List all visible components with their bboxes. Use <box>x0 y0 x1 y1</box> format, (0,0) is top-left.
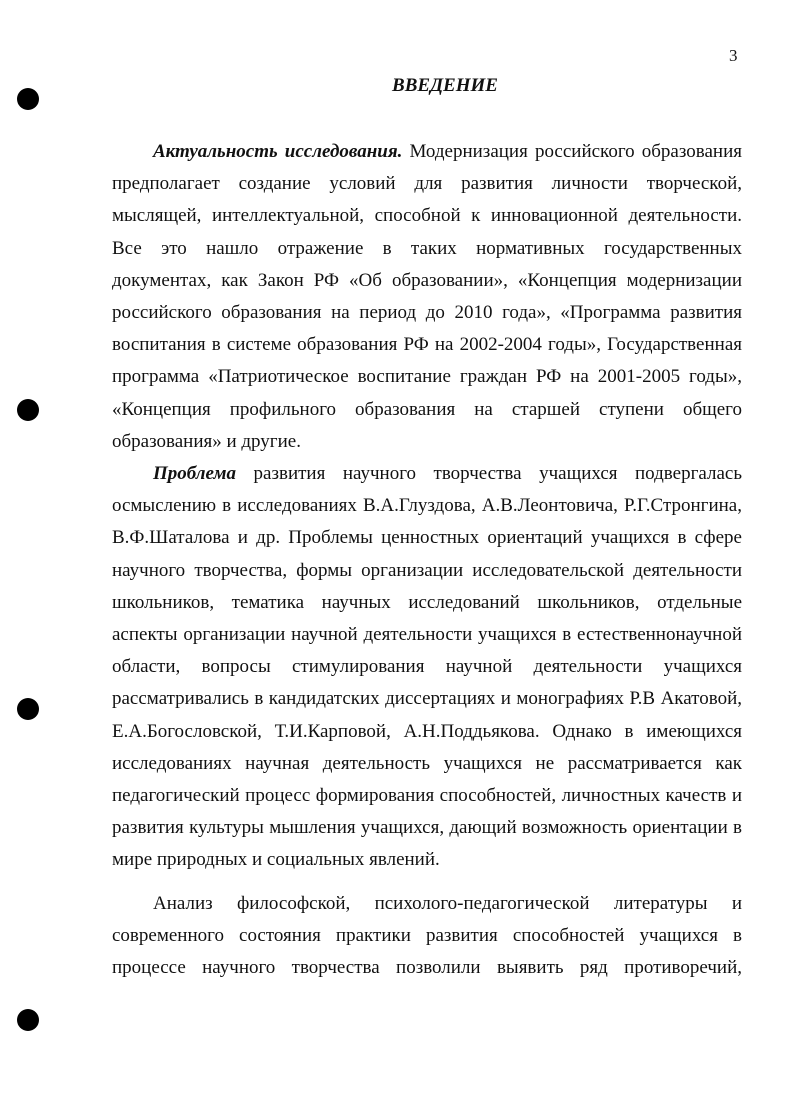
paragraph-analysis <box>112 888 742 985</box>
page-number: 3 <box>729 46 738 65</box>
text-line: воспитания в системе образования РФ на 2002-2004 годы», Государственная <box>112 334 742 356</box>
paragraph-lead: Актуальность исследования. <box>153 141 403 162</box>
text-line: педагогический процесс формирования способностей, личностных качеств и <box>112 784 742 806</box>
binder-hole-2 <box>17 399 39 421</box>
text-line: исследованиях научная деятельность учащихся не рассматривается как <box>112 752 742 774</box>
text-line: образования» и другие. <box>112 430 301 452</box>
text-line: Е.А.Богословской, Т.И.Карповой, А.Н.Поддьякова. Однако в имеющихся <box>112 720 742 742</box>
text-line: научного творчества, формы организации исследовательской деятельности <box>112 559 742 581</box>
text-line: Проблема развития научного творчества учащихся подвергалась <box>153 463 742 484</box>
text-line: предполагает создание условий для развития личности творческой, <box>112 173 742 195</box>
text-line: рассматривались в кандидатских диссертациях и монографиях Р.В Акатовой, <box>112 688 742 710</box>
text-line: аспекты организации научной деятельности учащихся в естественнонаучной <box>112 623 742 645</box>
text-line: Актуальность исследования. Модернизация российского образования <box>153 141 742 162</box>
text-line: области, вопросы стимулирования научной деятельности учащихся <box>112 656 742 678</box>
text-line: мире природных и социальных явлений. <box>112 849 440 871</box>
text-line: В.Ф.Шаталова и др. Проблемы ценностных ориентаций учащихся в сфере <box>112 527 742 549</box>
text-line: российского образования на период до 2010 года», «Программа развития <box>112 301 742 323</box>
text-line: школьников, тематика научных исследований школьников, отдельные <box>112 591 742 613</box>
text-line: документах, как Закон РФ «Об образовании», «Концепция модернизации <box>112 269 742 291</box>
binder-hole-3 <box>17 698 39 720</box>
paragraph-problem <box>112 458 742 876</box>
text-line: программа «Патриотическое воспитание граждан РФ на 2001-2005 годы», <box>112 366 742 388</box>
text-line: процессе научного творчества позволили выявить ряд противоречий, <box>112 957 742 979</box>
text-line: «Концепция профильного образования на старшей ступени общего <box>112 398 742 420</box>
paragraph-relevance <box>112 136 742 458</box>
text-line: осмыслению в исследованиях В.А.Глуздова, А.В.Леонтовича, Р.Г.Стронгина, <box>112 495 742 517</box>
text-line: современного состояния практики развития способностей учащихся в <box>112 925 742 947</box>
binder-hole-4 <box>17 1009 39 1031</box>
text-line: мыслящей, интеллектуальной, способной к инновационной деятельности. <box>112 205 742 227</box>
text-line: Анализ философской, психолого-педагогической литературы и <box>153 893 742 914</box>
paragraph-lead: Проблема <box>153 463 237 484</box>
text-line: Все это нашло отражение в таких нормативных государственных <box>112 237 742 259</box>
section-title: ВВЕДЕНИЕ <box>392 75 498 96</box>
text-line: развития культуры мышления учащихся, дающий возможность ориентации в <box>112 817 742 839</box>
